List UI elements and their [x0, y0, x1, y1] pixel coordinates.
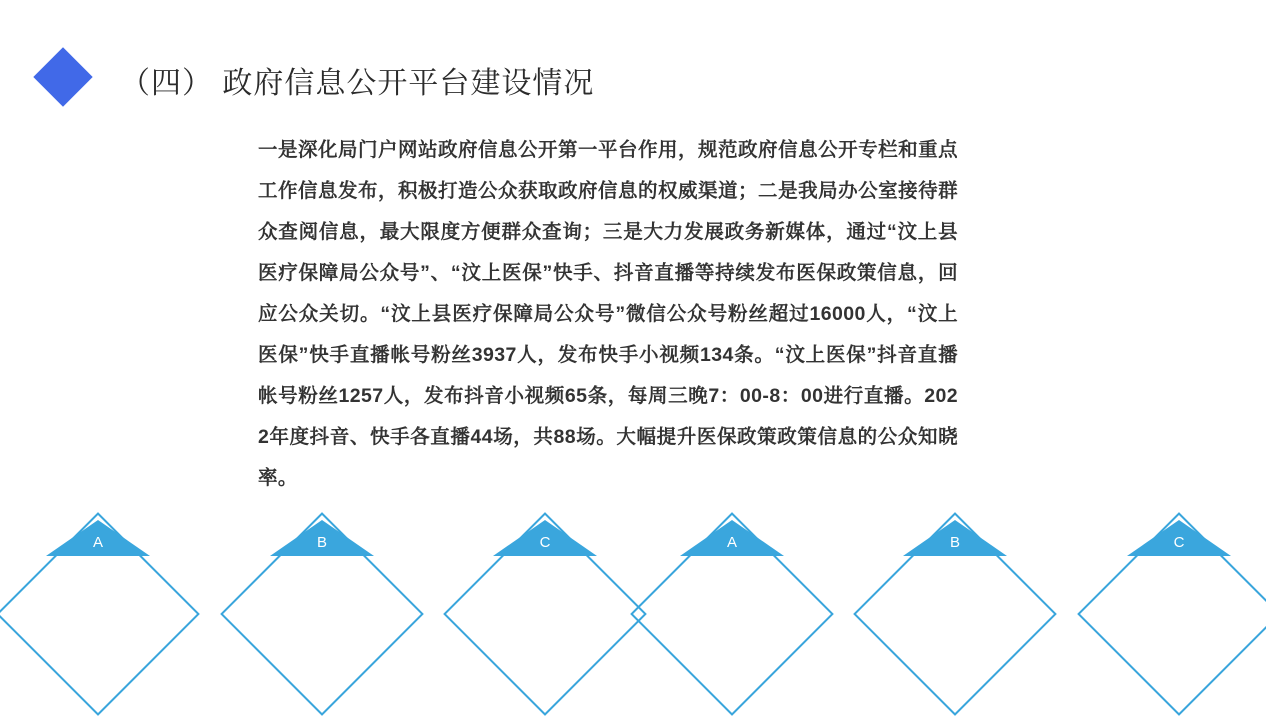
decor-diamond-group	[224, 516, 420, 712]
decor-diamond-group	[1081, 516, 1266, 712]
triangle-cap-icon	[46, 520, 150, 556]
diamond-outline-icon	[443, 512, 647, 716]
decor-diamond-group	[857, 516, 1053, 712]
body-paragraph: 一是深化局门户网站政府信息公开第一平台作用，规范政府信息公开专栏和重点工作信息发布，积极打造公众获取政府信息的权威渠道；二是我局办公室接待群众查阅信息，最大限度方便群众查询；三是大力发展政务新媒体，通过“汶上县医疗保障局公众号”、“汶上医保”快手、抖音直播等持续发布医保政策信息，回应公众关切。“汶上县医疗保障局公众号”微信公众号粉丝超过16000人，“汶上医保”快手直播帐号粉丝3937人，发布快手小视频134条。“汶上医保”抖音直播帐号粉丝1257人，发布抖音小视频65条，每周三晚7：00-8：00进行直播。2022年度抖音、快手各直播44场，共88场。大幅提升医保政策政策信息的公众知晓率。	[258, 139, 958, 489]
decor-diamond-group	[634, 516, 830, 712]
diamond-outline-icon	[220, 512, 424, 716]
decor-label: A	[92, 534, 103, 551]
decor-diamond-group	[0, 516, 196, 712]
diamond-outline-icon	[0, 512, 200, 716]
slide-title-row	[0, 22, 1266, 98]
diamond-bullet-icon	[33, 47, 92, 106]
decor-label: A	[726, 534, 737, 551]
diamond-outline-icon	[853, 512, 1057, 716]
decor-label: B	[316, 534, 327, 551]
body-text-block	[258, 130, 958, 499]
triangle-cap-icon	[270, 520, 374, 556]
diamond-outline-icon	[1077, 512, 1266, 716]
decor-diamond-group	[447, 516, 643, 712]
page-title: （四） 政府信息公开平台建设情况	[120, 67, 595, 100]
decor-label: C	[1173, 534, 1185, 551]
diamond-outline-icon	[630, 512, 834, 716]
triangle-cap-icon	[493, 520, 597, 556]
triangle-cap-icon	[680, 520, 784, 556]
decor-label: C	[539, 534, 551, 551]
triangle-cap-icon	[1127, 520, 1231, 556]
decor-label: B	[949, 534, 960, 551]
triangle-cap-icon	[903, 520, 1007, 556]
